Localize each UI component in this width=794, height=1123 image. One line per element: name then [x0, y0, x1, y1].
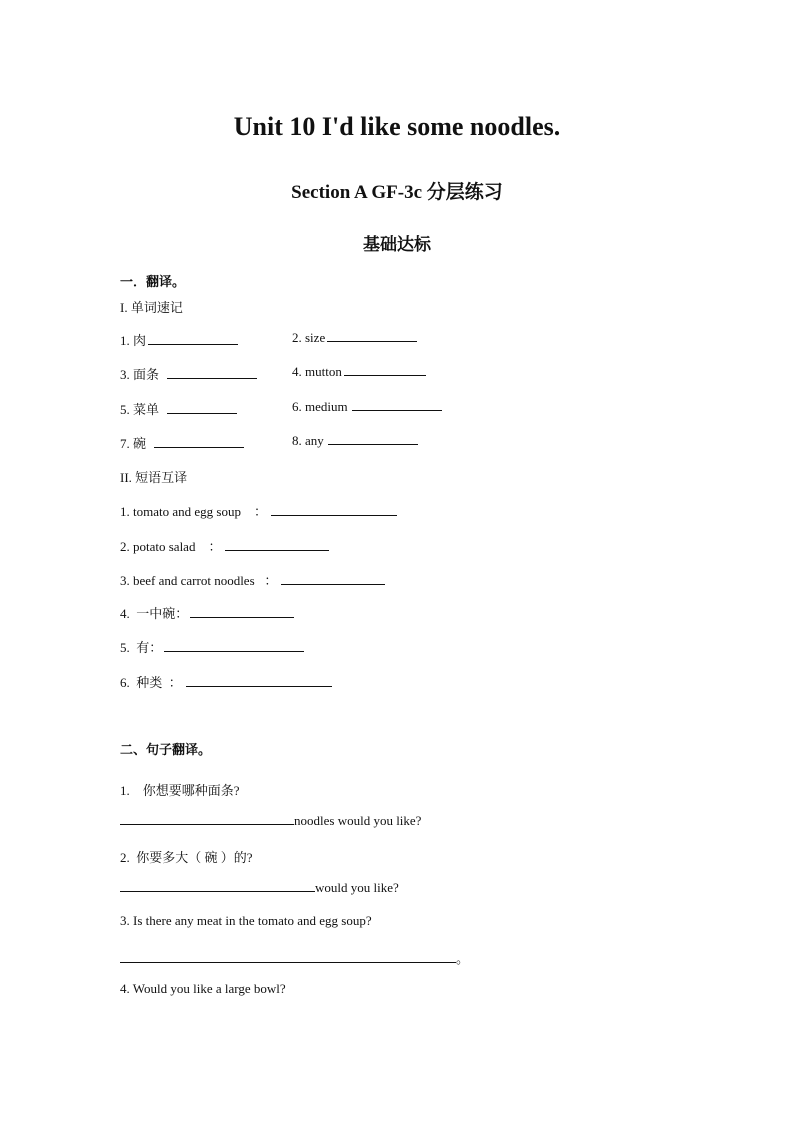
phrase-item: 3. beef and carrot noodles ：: [120, 570, 385, 589]
answer-blank[interactable]: [327, 340, 417, 342]
phrase-item: 4. 一中碗：: [120, 603, 294, 622]
answer-blank[interactable]: [154, 446, 244, 448]
answer-blank[interactable]: [167, 377, 257, 379]
vocab-item: 4. mutton: [292, 364, 426, 380]
answer-blank[interactable]: [190, 616, 294, 618]
page-title: Unit 10 I'd like some noodles.: [233, 112, 561, 141]
answer-blank[interactable]: [120, 823, 294, 825]
vocab-item: 7. 碗: [120, 433, 244, 452]
sentence-question-4: 4. Would you like a large bowl?: [120, 981, 286, 996]
vocab-item: 8. any: [292, 433, 418, 449]
vocab-item: 6. medium: [292, 399, 442, 415]
part1-heading: 一．翻译。: [120, 274, 186, 289]
answer-blank[interactable]: [225, 549, 329, 551]
phrase-item: 1. tomato and egg soup ：: [120, 501, 397, 520]
answer-blank[interactable]: [167, 412, 237, 414]
answer-blank[interactable]: [344, 374, 426, 376]
vocab-item: 1. 肉: [120, 330, 238, 349]
answer-blank[interactable]: [164, 650, 304, 652]
sentence-answer-2: would you like?: [120, 880, 399, 896]
answer-blank[interactable]: [271, 514, 397, 516]
answer-blank[interactable]: [120, 890, 315, 892]
phrase-item: 6. 种类 ：: [120, 672, 332, 691]
sentence-question-1: 1. 你想要哪种面条?: [120, 783, 240, 798]
vocab-heading: I. 单词速记: [120, 300, 183, 315]
vocab-item: 3. 面条: [120, 364, 257, 383]
answer-blank[interactable]: [281, 583, 385, 585]
vocab-item: 5. 菜单: [120, 399, 237, 418]
phrase-item: 2. potato salad ：: [120, 536, 329, 555]
answer-blank[interactable]: [328, 443, 418, 445]
phrase-heading: II. 短语互译: [120, 470, 188, 485]
answer-blank[interactable]: [120, 961, 456, 963]
phrase-item: 5. 有：: [120, 637, 304, 656]
sentence-question-3: 3. Is there any meat in the tomato and egg soup?: [120, 913, 372, 928]
vocab-item: 2. size: [292, 330, 417, 346]
answer-blank[interactable]: [186, 685, 332, 687]
sentence-answer-1: noodles would you like?: [120, 813, 421, 829]
level-heading: 基础达标: [363, 235, 431, 254]
part2-heading: 二、句子翻译。: [120, 742, 212, 757]
sentence-question-2: 2. 你要多大（ 碗 ）的?: [120, 850, 253, 865]
sentence-answer-3: 。: [120, 948, 469, 967]
answer-blank[interactable]: [148, 343, 238, 345]
answer-blank[interactable]: [352, 409, 442, 411]
page-subtitle: Section A GF-3c 分层练习: [291, 182, 503, 203]
